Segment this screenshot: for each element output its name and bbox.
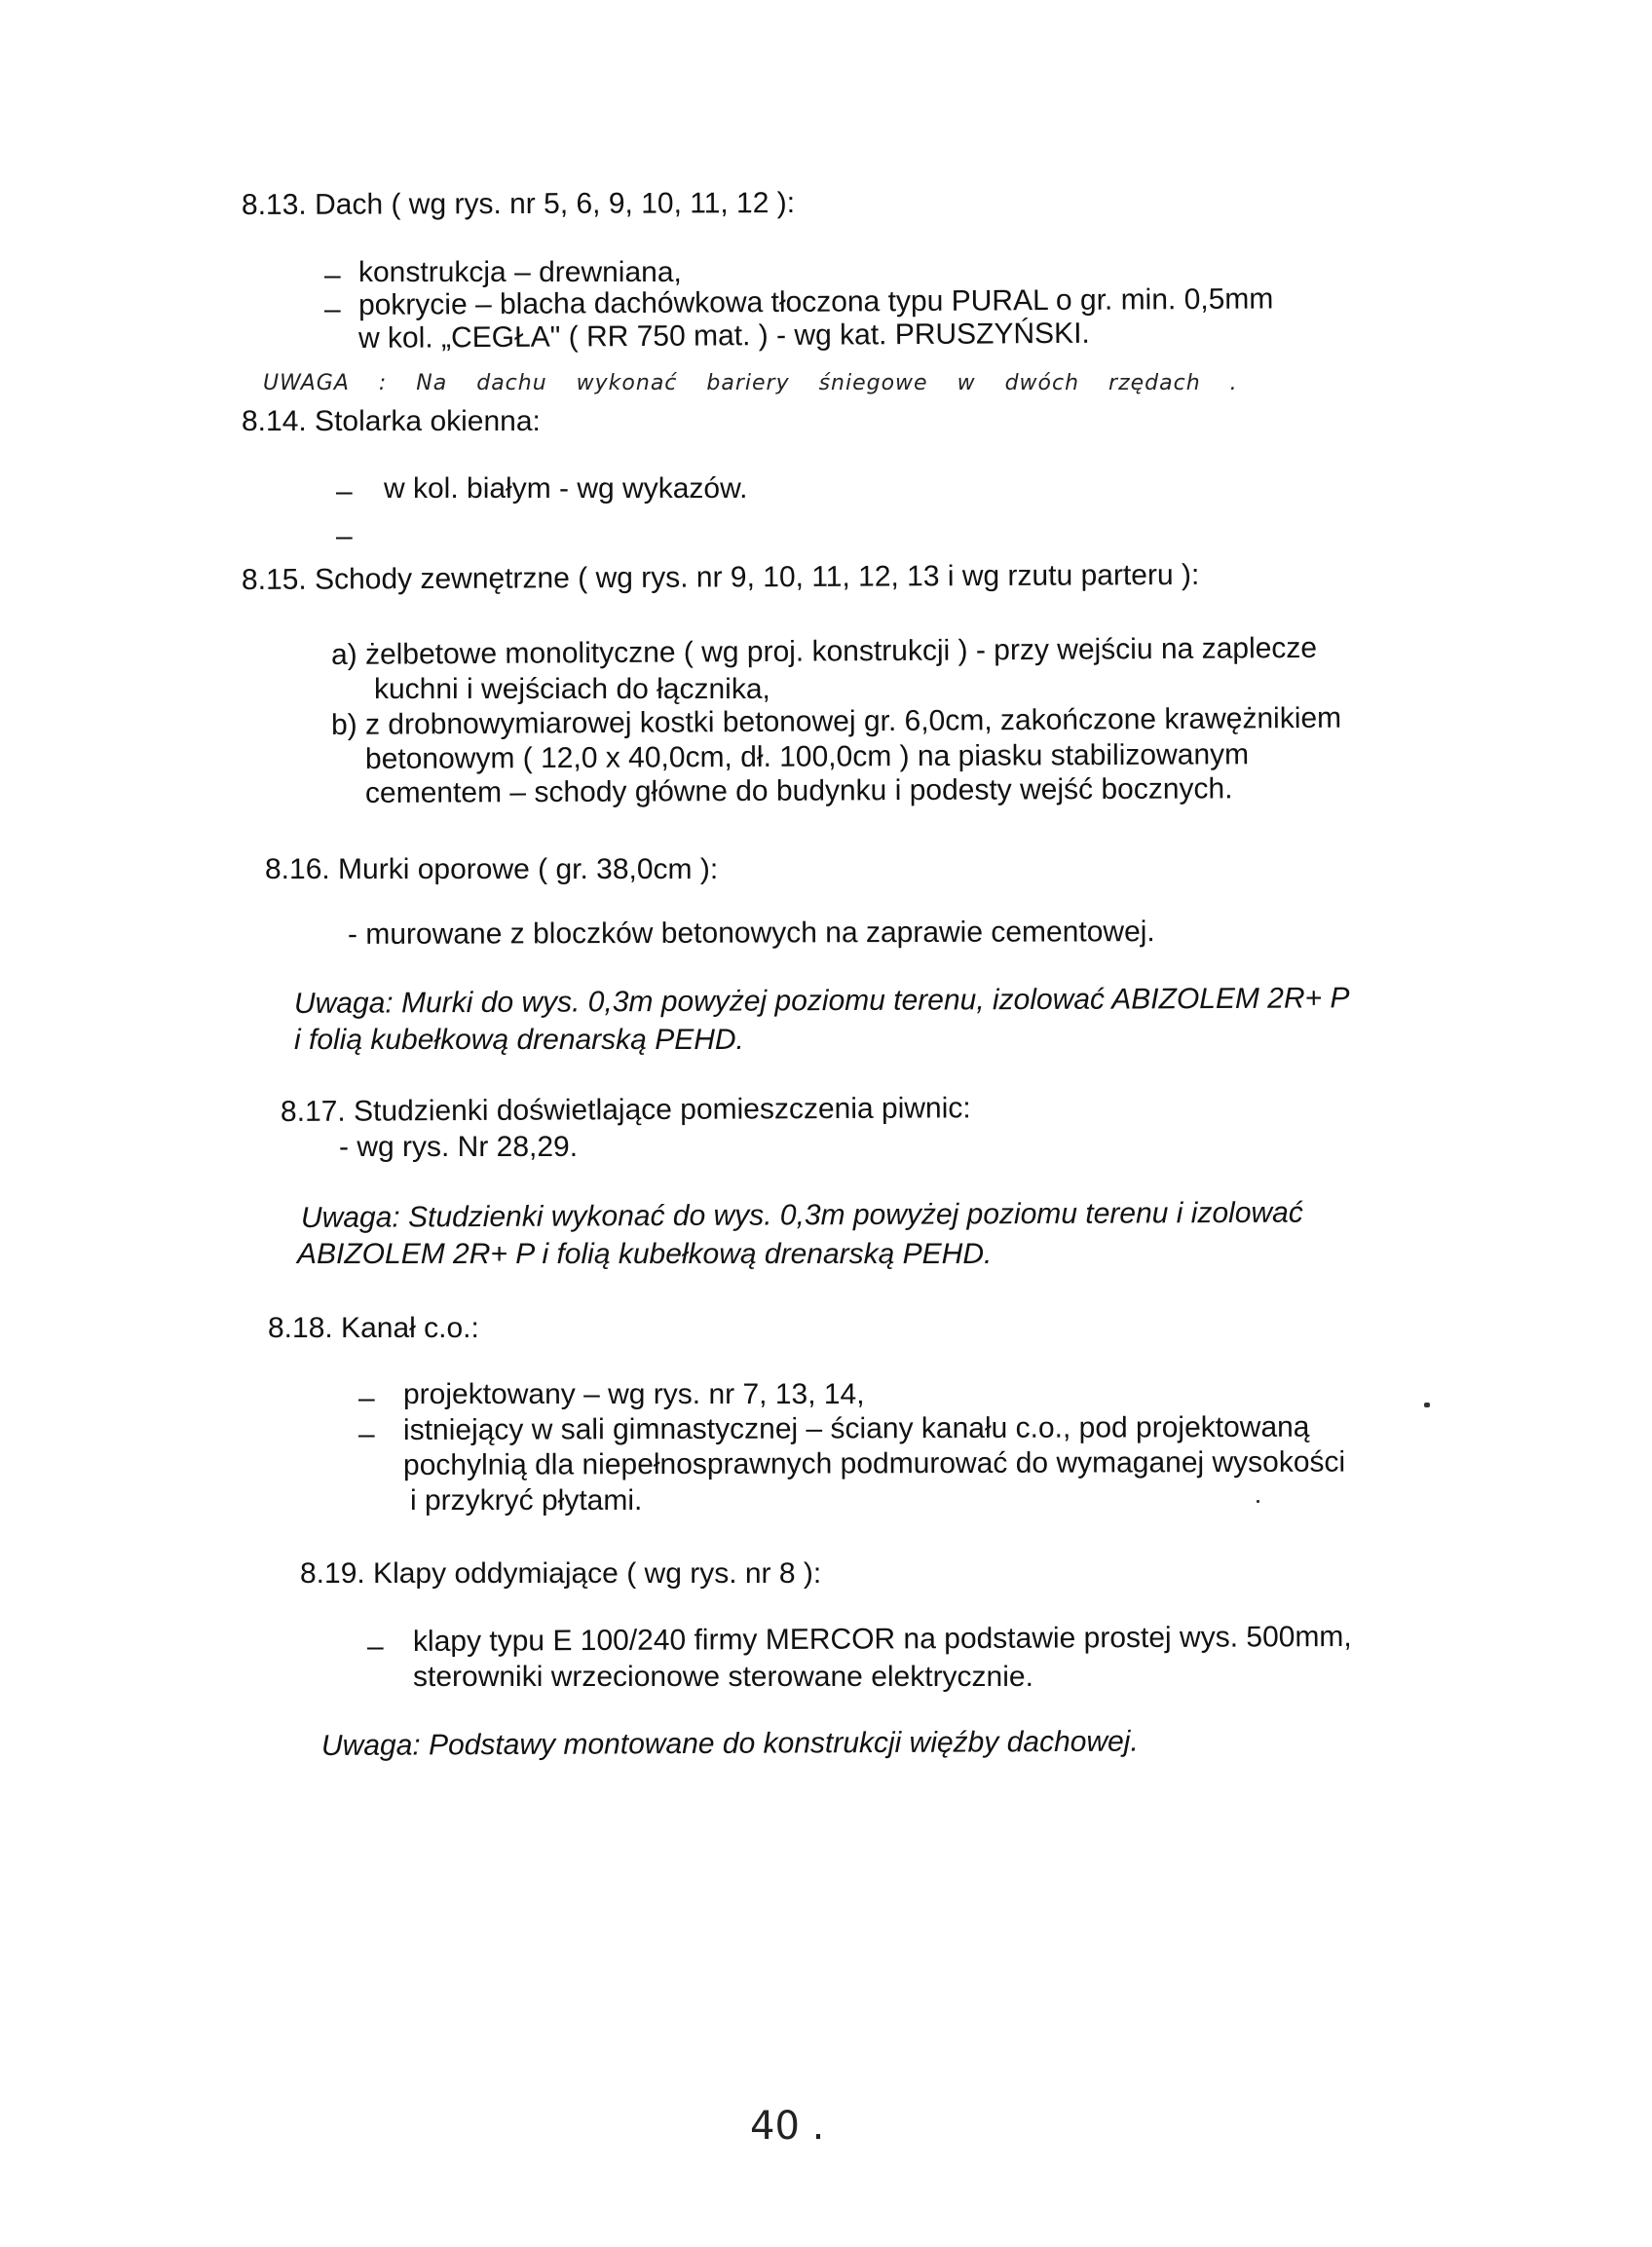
bullet-dash: – (324, 293, 341, 325)
s815-item-b-line3: cementem – schody główne do budynku i podesty wejść bocznych. (364, 772, 1233, 809)
scan-speck (1424, 1403, 1430, 1407)
bullet-dash: – (367, 1630, 384, 1663)
scan-speck (1257, 1500, 1259, 1503)
section-8-15-heading: 8.15. Schody zewnętrzne ( wg rys. nr 9, 10, 11, 12, 13 i wg rzutu parteru ): (241, 558, 1200, 596)
s817-note-line1: Uwaga: Studzienki wykonać do wys. 0,3m powyżej poziomu terenu i izolować (300, 1196, 1303, 1234)
s818-item-istniejacy-line1: istniejący w sali gimnastycznej – ściany kanału c.o., pod projektowaną (402, 1410, 1310, 1446)
page-number: 40 . (750, 2104, 825, 2149)
s818-item-istniejacy-line2: pochylnią dla niepełnosprawnych podmurować do wymaganej wysokości (402, 1445, 1346, 1481)
s816-note-line1: Uwaga: Murki do wys. 0,3m powyżej poziomu terenu, izolować ABIZOLEM 2R+ P (293, 982, 1350, 1020)
bullet-dash: – (336, 475, 353, 507)
s815-item-b-line2: betonowym ( 12,0 x 40,0cm, dł. 100,0cm ) na piasku stabilizowanym (364, 738, 1250, 775)
s818-item-istniejacy-line3: i przykryć płytami. (410, 1484, 643, 1517)
s816-note-line2: i folią kubełkową drenarską PEHD. (294, 1024, 744, 1056)
section-8-18-heading: 8.18. Kanał c.o.: (268, 1312, 479, 1344)
s816-item-murowane: - murowane z bloczków betonowych na zaprawie cementowej. (347, 916, 1155, 951)
s813-item-pokrycie-line2: w kol. „CEGŁA" ( RR 750 mat. ) - wg kat. PRUSZYŃSKI. (357, 317, 1090, 355)
s819-item-klapy-line1: klapy typu E 100/240 firmy MERCOR na podstawie prostej wys. 500mm, (412, 1620, 1352, 1658)
s813-item-konstrukcja: konstrukcja – drewniana, (358, 256, 682, 288)
s819-item-klapy-line2: sterowniki wrzecionowe sterowane elektrycznie. (413, 1661, 1033, 1693)
s815-item-a-line1: a) żelbetowe monolityczne ( wg proj. konstrukcji ) - przy wejściu na zaplecze (330, 631, 1318, 671)
section-8-17-heading: 8.17. Studzienki doświetlające pomieszczenia piwnic: (280, 1092, 971, 1128)
bullet-dash: – (358, 1382, 375, 1414)
bullet-dash: – (358, 1418, 375, 1450)
handwritten-note-uwaga: UWAGA : Na dachu wykonać bariery śniegowe w dwóch rzędach . (263, 371, 1238, 395)
s813-item-pokrycie-line1: pokrycie – blacha dachówkowa tłoczona typu PURAL o gr. min. 0,5mm (357, 282, 1274, 321)
bullet-dash-empty: – (336, 520, 353, 552)
section-8-19-heading: 8.19. Klapy oddymiające ( wg rys. nr 8 ): (300, 1557, 822, 1590)
s817-item-rys: - wg rys. Nr 28,29. (339, 1131, 579, 1163)
s815-item-b-line1: b) z drobnowymiarowej kostki betonowej gr. 6,0cm, zakończone krawężnikiem (330, 701, 1342, 741)
section-8-14-heading: 8.14. Stolarka okienna: (242, 405, 541, 437)
s819-note: Uwaga: Podstawy montowane do konstrukcji więźby dachowej. (320, 1725, 1139, 1762)
section-8-13-heading: 8.13. Dach ( wg rys. nr 5, 6, 9, 10, 11, 12 ): (241, 187, 796, 221)
bullet-dash: – (324, 259, 341, 291)
s818-item-projektowany: projektowany – wg rys. nr 7, 13, 14, (403, 1378, 865, 1410)
s815-item-a-line2: kuchni i wejściach do łącznika, (374, 673, 770, 705)
s817-note-line2: ABIZOLEM 2R+ P i folią kubełkową drenarską PEHD. (297, 1238, 993, 1270)
section-8-16-heading: 8.16. Murki oporowe ( gr. 38,0cm ): (265, 853, 719, 885)
s814-item-kolor: w kol. białym - wg wykazów. (384, 472, 748, 505)
